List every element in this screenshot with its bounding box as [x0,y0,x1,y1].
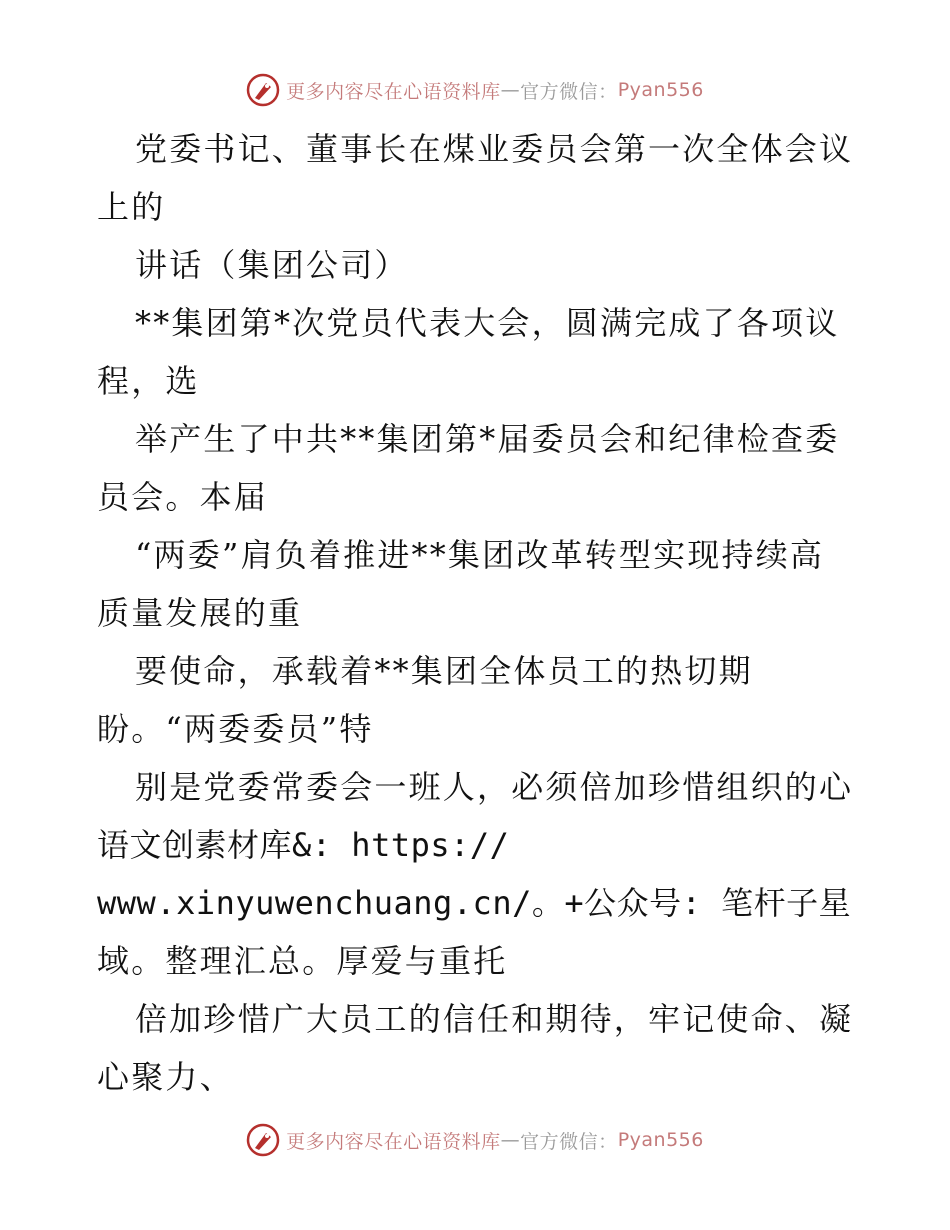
banner-official-label: 官方微信： [520,80,618,103]
text-line: 举产生了中共**集团第*届委员会和纪律检查委 [135,420,840,458]
banner-wechat-id: Pyan556 [617,1129,704,1151]
pen-nib-icon [246,1123,280,1157]
text-line: 域。整理汇总。厚爱与重托 [97,942,508,980]
footer-watermark-banner [0,1120,950,1160]
text-line: **集团第*次党员代表大会，圆满完成了各项议 [135,304,840,342]
pen-nib-icon [246,73,280,107]
banner-main-text: 更多内容尽在心语资料库 [286,80,501,103]
banner-separator: — [500,79,521,101]
text-line: 讲话（集团公司） [135,246,409,284]
document-body [97,120,857,1106]
text-line: 程，选 [97,362,200,400]
banner-separator: — [500,1129,521,1151]
text-line: “两委”肩负着推进**集团改革转型实现持续高 [135,536,825,574]
banner-wechat-id: Pyan556 [617,79,704,101]
text-line: 倍加珍惜广大员工的信任和期待，牢记使命、凝 [135,1000,854,1038]
text-line: 盼。“两委委员”特 [97,710,374,748]
text-line: 上的 [97,188,166,226]
text-line: 语文创素材库&: https:// [97,826,510,864]
text-line: www.xinyuwenchuang.cn/。+公众号: 笔杆子星 [97,884,852,922]
text-line: 要使命，承载着**集团全体员工的热切期 [135,652,753,690]
text-line: 质量发展的重 [97,594,303,632]
banner-main-text: 更多内容尽在心语资料库 [286,1130,501,1153]
text-line: 心聚力、 [97,1058,234,1096]
header-watermark-banner [0,70,950,110]
text-line: 党委书记、董事长在煤业委员会第一次全体会议 [135,130,854,168]
text-line: 别是党委常委会一班人，必须倍加珍惜组织的心 [135,768,854,806]
text-line: 员会。本届 [97,478,269,516]
banner-official-label: 官方微信： [520,1130,618,1153]
